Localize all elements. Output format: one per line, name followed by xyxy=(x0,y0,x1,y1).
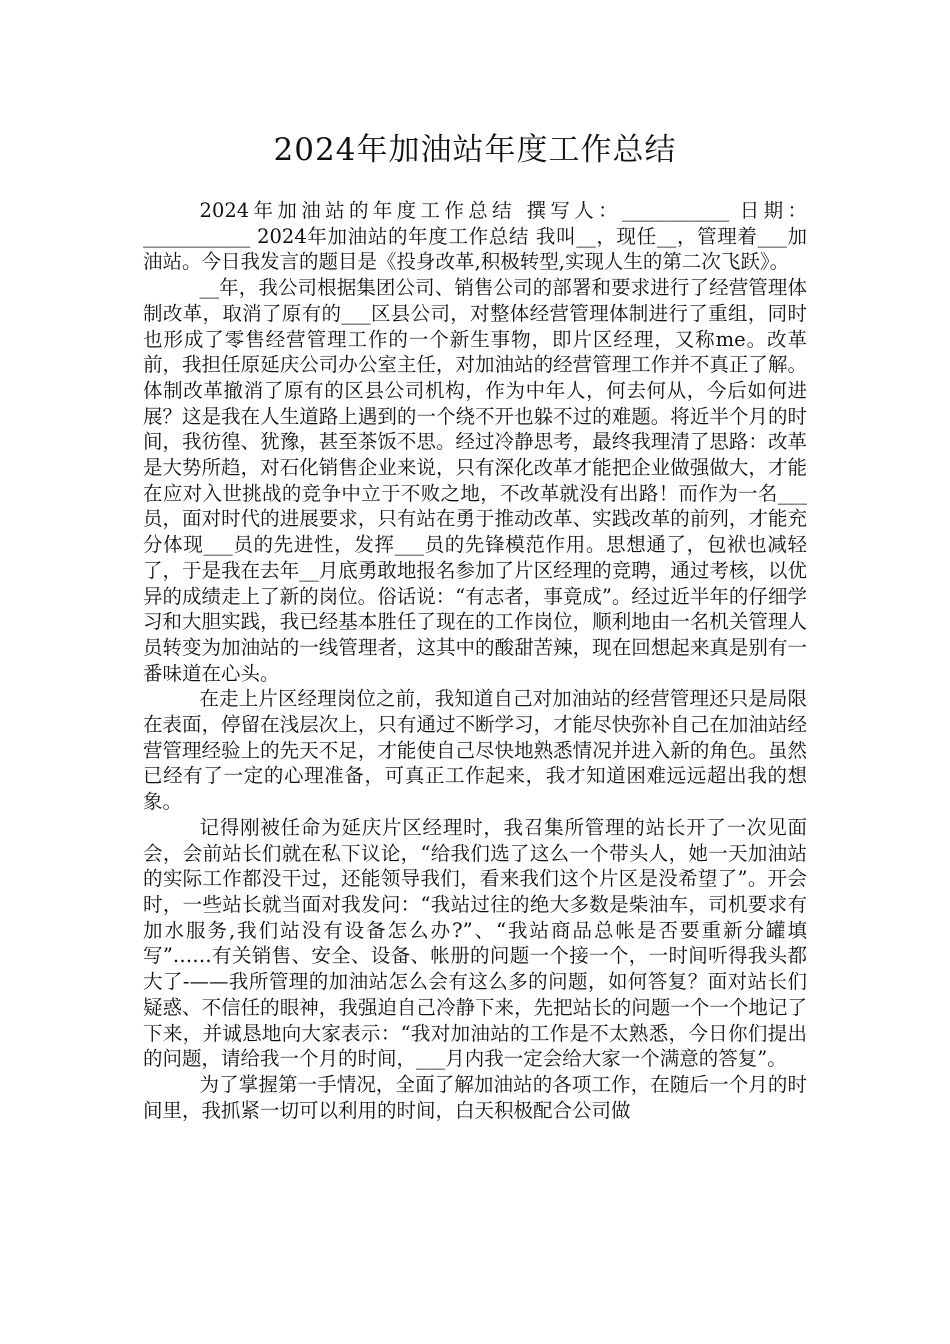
paragraph-reform: __年，我公司根据集团公司、销售公司的部署和要求进行了经营管理体制改革，取消了原有的___区县公司，对整体经营管理体制进行了重组，同时也形成了零售经营管理工作的一个新生事物，即片区经理，又称me。改革前，我担任原延庆公司办公室主任，对加油站的经营管理工作并不真正了解。体制改革撤消了原有的区县公司机构，作为中年人，何去何从，今后如何进展？这是我在人生道路上遇到的一个绕不开也躲不过的难题。将近半个月的时间，我彷徨、犹豫，甚至茶饭不思。经过冷静思考，最终我理清了思路：改革是大势所趋，对石化销售企业来说，只有深化改革才能把企业做强做大，才能在应对入世挑战的竞争中立于不败之地，不改革就没有出路！而作为一名___员，面对时代的进展要求，只有站在勇于推动改革、实践改革的前列，才能充分体现___员的先进性，发挥___员的先锋模范作用。思想通了，包袱也减轻了，于是我在去年__月底勇敢地报名参加了片区经理的竞聘，通过考核，以优异的成绩走上了新的岗位。俗话说：“有志者，事竟成”。经过近半年的仔细学习和大胆实践，我已经基本胜任了现在的工作岗位，顺利地由一名机关管理人员转变为加油站的一线管理者，这其中的酸甜苦辣，现在回想起来真是别有一番味道在心头。 xyxy=(143,276,807,685)
paragraph-new-role: 在走上片区经理岗位之前，我知道自己对加油站的经营管理还只是局限在表面，停留在浅层次上，只有通过不断学习，才能尽快弥补自己在加油站经营管理经验上的先天不足，才能使自己尽快地熟悉情况并进入新的角色。虽然已经有了一定的心理准备，可真正工作起来，我才知道困难远远超出我的想象。 xyxy=(143,687,807,814)
document-title: 2024年加油站年度工作总结 xyxy=(273,132,677,168)
paragraph-learning: 为了掌握第一手情况，全面了解加油站的各项工作，在随后一个月的时间里，我抓紧一切可以利用的时间，白天积极配合公司做 xyxy=(143,1072,807,1122)
document-body xyxy=(143,198,807,1123)
paragraph-first-meeting: 记得刚被任命为延庆片区经理时，我召集所管理的站长开了一次见面会，会前站长们就在私下议论，“给我们选了这么一个带头人，她一天加油站的实际工作都没干过，还能领导我们，看来我们这个片区是没希望了”。开会时，一些站长就当面对我发问：“我站过往的绝大多数是柴油车，司机要求有加水服务,我们站没有设备怎么办?”、“我站商品总帐是否要重新分罐填写”……有关销售、安全、设备、帐册的问题一个接一个，一时间听得我头都大了-——我所管理的加油站怎么会有这么多的问题，如何答复？面对站长们疑惑、不信任的眼神，我强迫自己冷静下来，先把站长的问题一个一个地记了下来，并诚恳地向大家表示：“我对加油站的工作是不太熟悉，今日你们提出的问题，请给我一个月的时间，___月内我一定会给大家一个满意的答复”。 xyxy=(143,815,807,1071)
paragraph-intro: 2024年加油站的年度工作总结 撰写人：___________ 日期：___________ 2024年加油站的年度工作总结 我叫__，现任__，管理着___加油站。今日我发言的题目是《投身改革,积极转型,实现人生的第二次飞跃》。 xyxy=(143,199,807,274)
